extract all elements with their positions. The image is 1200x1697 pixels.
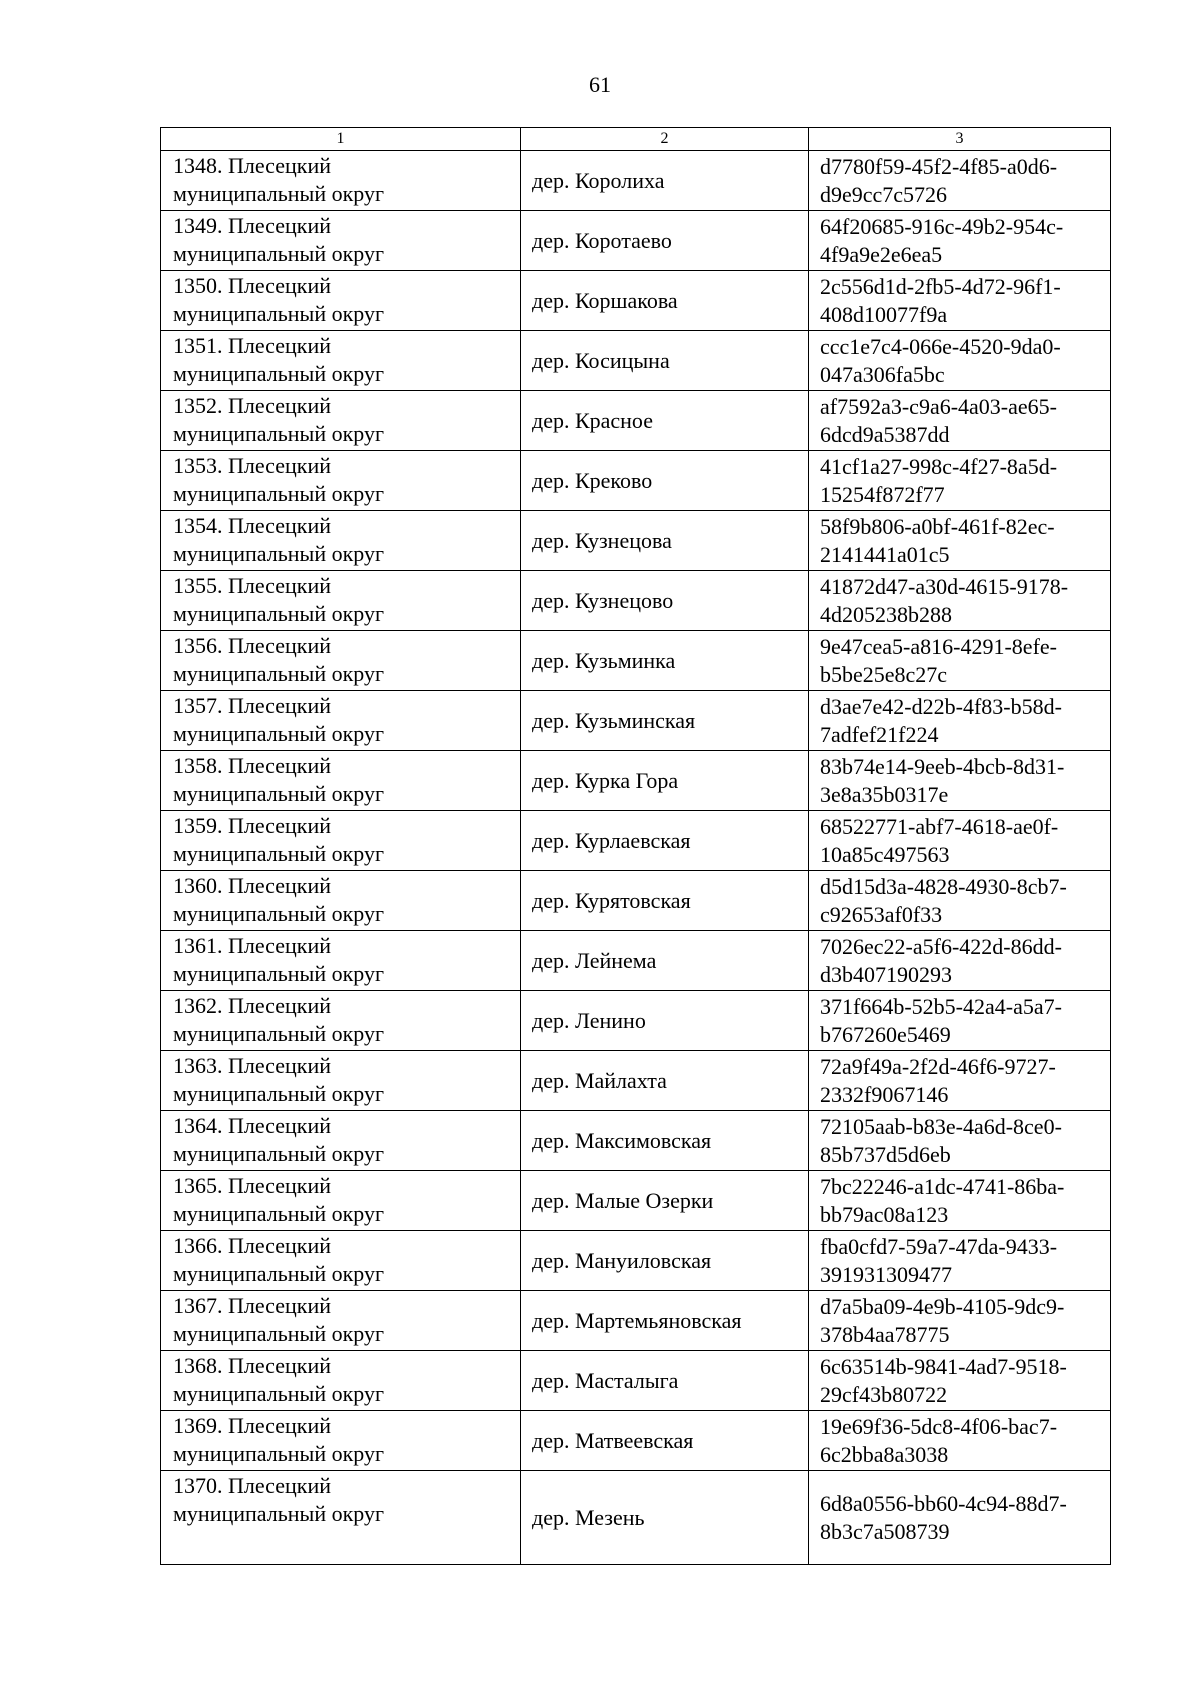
settlement-name: дер. Лейнема — [532, 947, 657, 973]
guid-text-line: bb79ac08a123 — [820, 1201, 949, 1227]
guid-text-line: 41cf1a27-998c-4f27-8a5d- — [820, 453, 1058, 479]
district-cell — [161, 331, 521, 391]
settlement-name: дер. Коршакова — [532, 287, 678, 313]
guid-text-line: 29cf43b80722 — [820, 1381, 948, 1407]
guid-text-line: 15254f872f77 — [820, 481, 945, 507]
district-text-line: муниципальный округ — [173, 601, 385, 626]
district-text-line: 1357. Плесецкий — [173, 693, 331, 718]
district-cell — [161, 1411, 521, 1471]
table-row — [161, 1051, 1111, 1111]
settlement-name: дер. Королиха — [532, 167, 665, 193]
district-cell — [161, 151, 521, 211]
settlement-name-cell — [521, 751, 809, 811]
guid-cell — [809, 991, 1111, 1051]
guid-cell — [809, 931, 1111, 991]
guid-cell — [809, 271, 1111, 331]
guid-text-line: 6d8a0556-bb60-4c94-88d7- — [820, 1490, 1067, 1516]
district-text-line: муниципальный округ — [173, 301, 385, 326]
settlement-name: дер. Мануиловская — [532, 1247, 712, 1273]
guid-text-line: 3e8a35b0317e — [820, 781, 949, 807]
guid-text-line: d9e9cc7c5726 — [820, 181, 948, 207]
district-text-line: муниципальный округ — [173, 361, 385, 386]
settlement-name-cell — [521, 1051, 809, 1111]
guid-text-line: c92653af0f33 — [820, 901, 943, 927]
district-text-line: 1353. Плесецкий — [173, 453, 331, 478]
district-text-line: муниципальный округ — [173, 961, 385, 986]
district-text-line: муниципальный округ — [173, 481, 385, 506]
district-text-line: муниципальный округ — [173, 1261, 385, 1286]
district-text-line: муниципальный округ — [173, 1381, 385, 1406]
district-text-line: муниципальный округ — [173, 1321, 385, 1346]
district-cell — [161, 1051, 521, 1111]
district-text-line: муниципальный округ — [173, 661, 385, 686]
table-row — [161, 1411, 1111, 1471]
settlement-name-cell — [521, 211, 809, 271]
guid-text-line: 6dcd9a5387dd — [820, 421, 950, 447]
district-text-line: муниципальный округ — [173, 1201, 385, 1226]
table-row — [161, 331, 1111, 391]
guid-text-line: d5d15d3a-4828-4930-8cb7- — [820, 873, 1067, 899]
settlement-name-cell — [521, 1351, 809, 1411]
settlement-name: дер. Мартемьяновская — [532, 1307, 742, 1333]
guid-cell — [809, 811, 1111, 871]
settlement-name-cell — [521, 931, 809, 991]
table-row — [161, 931, 1111, 991]
settlement-name-cell — [521, 871, 809, 931]
guid-cell — [809, 751, 1111, 811]
settlement-name-cell — [521, 511, 809, 571]
guid-text-line: d3ae7e42-d22b-4f83-b58d- — [820, 693, 1062, 719]
table-row — [161, 451, 1111, 511]
settlement-name-cell — [521, 1231, 809, 1291]
table-row — [161, 151, 1111, 211]
table-row — [161, 1231, 1111, 1291]
settlement-name-cell — [521, 991, 809, 1051]
district-cell — [161, 571, 521, 631]
district-cell — [161, 391, 521, 451]
table-row — [161, 511, 1111, 571]
guid-cell — [809, 571, 1111, 631]
settlement-name-cell — [521, 1471, 809, 1565]
guid-text-line: 4d205238b288 — [820, 601, 952, 627]
guid-text-line: 6c63514b-9841-4ad7-9518- — [820, 1353, 1067, 1379]
settlement-name-cell — [521, 151, 809, 211]
guid-text-line: 10a85c497563 — [820, 841, 950, 867]
settlement-name-cell — [521, 271, 809, 331]
district-text-line: 1350. Плесецкий — [173, 273, 331, 298]
settlement-name: дер. Матвеевская — [532, 1427, 694, 1453]
district-cell — [161, 211, 521, 271]
settlement-name: дер. Мезень — [532, 1504, 645, 1530]
district-cell — [161, 631, 521, 691]
district-text-line: 1364. Плесецкий — [173, 1113, 331, 1138]
guid-text-line: d7a5ba09-4e9b-4105-9dc9- — [820, 1293, 1065, 1319]
district-text-line: 1360. Плесецкий — [173, 873, 331, 898]
district-text-line: муниципальный округ — [173, 241, 385, 266]
district-text-line: 1349. Плесецкий — [173, 213, 331, 238]
guid-text-line: 408d10077f9a — [820, 301, 948, 327]
district-cell — [161, 511, 521, 571]
table-row — [161, 751, 1111, 811]
guid-text-line: 68522771-abf7-4618-ae0f- — [820, 813, 1059, 839]
district-cell — [161, 1291, 521, 1351]
settlement-name-cell — [521, 1111, 809, 1171]
guid-cell — [809, 631, 1111, 691]
guid-cell — [809, 1111, 1111, 1171]
guid-text-line: 83b74e14-9eeb-4bcb-8d31- — [820, 753, 1065, 779]
district-cell — [161, 751, 521, 811]
settlement-name: дер. Креково — [532, 467, 653, 493]
district-text-line: 1367. Плесецкий — [173, 1293, 331, 1318]
district-text-line: муниципальный округ — [173, 1081, 385, 1106]
settlement-name-cell — [521, 571, 809, 631]
district-text-line: муниципальный округ — [173, 1441, 385, 1466]
guid-text-line: 72105aab-b83e-4a6d-8ce0- — [820, 1113, 1062, 1139]
guid-text-line: 64f20685-916c-49b2-954c- — [820, 213, 1064, 239]
settlement-name: дер. Курятовская — [532, 887, 691, 913]
district-text-line: муниципальный округ — [173, 181, 385, 206]
district-cell — [161, 871, 521, 931]
guid-text-line: 4f9a9e2e6ea5 — [820, 241, 943, 267]
guid-text-line: 7bc22246-a1dc-4741-86ba- — [820, 1173, 1065, 1199]
guid-cell — [809, 1231, 1111, 1291]
guid-text-line: 047a306fa5bc — [820, 361, 945, 387]
settlement-name-cell — [521, 451, 809, 511]
guid-text-line: af7592a3-c9a6-4a03-ae65- — [820, 393, 1057, 419]
table-row — [161, 391, 1111, 451]
guid-cell — [809, 1471, 1111, 1565]
guid-text-line: 7adfef21f224 — [820, 721, 939, 747]
district-text-line: 1355. Плесецкий — [173, 573, 331, 598]
settlement-name: дер. Кузнецова — [532, 527, 672, 553]
guid-cell — [809, 1291, 1111, 1351]
district-text-line: 1369. Плесецкий — [173, 1413, 331, 1438]
guid-text-line: ccc1e7c4-066e-4520-9da0- — [820, 333, 1061, 359]
settlement-name-cell — [521, 1291, 809, 1351]
guid-text-line: d3b407190293 — [820, 961, 952, 987]
district-text-line: муниципальный округ — [173, 781, 385, 806]
guid-text-line: 2332f9067146 — [820, 1081, 949, 1107]
settlement-name: дер. Курлаевская — [532, 827, 691, 853]
district-text-line: 1359. Плесецкий — [173, 813, 331, 838]
page-number: 61 — [589, 72, 611, 97]
settlement-name: дер. Курка Гора — [532, 767, 679, 793]
guid-text-line: 41872d47-a30d-4615-9178- — [820, 573, 1069, 599]
guid-cell — [809, 1411, 1111, 1471]
district-cell — [161, 931, 521, 991]
guid-text-line: 58f9b806-a0bf-461f-82ec- — [820, 513, 1055, 539]
district-text-line: 1354. Плесецкий — [173, 513, 331, 538]
guid-text-line: b5be25e8c27c — [820, 661, 948, 687]
district-text-line: 1366. Плесецкий — [173, 1233, 331, 1258]
district-text-line: муниципальный округ — [173, 421, 385, 446]
district-text-line: 1368. Плесецкий — [173, 1353, 331, 1378]
district-text-line: муниципальный округ — [173, 1021, 385, 1046]
table-row — [161, 1471, 1111, 1565]
table-row — [161, 1111, 1111, 1171]
district-cell — [161, 991, 521, 1051]
settlement-name: дер. Максимовская — [532, 1127, 712, 1153]
district-text-line: муниципальный округ — [173, 721, 385, 746]
guid-text-line: d7780f59-45f2-4f85-a0d6- — [820, 153, 1058, 179]
guid-text-line: fba0cfd7-59a7-47da-9433- — [820, 1233, 1058, 1259]
guid-cell — [809, 1171, 1111, 1231]
guid-text-line: 72a9f49a-2f2d-46f6-9727- — [820, 1053, 1056, 1079]
guid-text-line: 6c2bba8a3038 — [820, 1441, 949, 1467]
district-cell — [161, 1471, 521, 1565]
settlement-name: дер. Кузнецово — [532, 587, 674, 613]
settlement-name-cell — [521, 691, 809, 751]
district-text-line: 1351. Плесецкий — [173, 333, 331, 358]
district-cell — [161, 691, 521, 751]
table-row — [161, 871, 1111, 931]
guid-cell — [809, 871, 1111, 931]
district-cell — [161, 1231, 521, 1291]
district-text-line: 1370. Плесецкий — [173, 1473, 331, 1498]
district-text-line: муниципальный округ — [173, 1501, 385, 1526]
settlement-name: дер. Кузьминская — [532, 707, 696, 733]
table-row — [161, 1291, 1111, 1351]
guid-text-line: 391931309477 — [820, 1261, 952, 1287]
table-row — [161, 571, 1111, 631]
table-row — [161, 691, 1111, 751]
district-text-line: 1358. Плесецкий — [173, 753, 331, 778]
table-row — [161, 271, 1111, 331]
district-text-line: муниципальный округ — [173, 1141, 385, 1166]
district-cell — [161, 451, 521, 511]
settlement-name-cell — [521, 1411, 809, 1471]
guid-text-line: 9e47cea5-a816-4291-8efe- — [820, 633, 1057, 659]
guid-cell — [809, 691, 1111, 751]
table-row — [161, 811, 1111, 871]
guid-cell — [809, 1051, 1111, 1111]
guid-cell — [809, 211, 1111, 271]
table-header-row — [161, 128, 1111, 151]
guid-text-line: 2c556d1d-2fb5-4d72-96f1- — [820, 273, 1061, 299]
district-text-line: муниципальный округ — [173, 841, 385, 866]
district-text-line: 1361. Плесецкий — [173, 933, 331, 958]
table-row — [161, 631, 1111, 691]
district-text-line: муниципальный округ — [173, 901, 385, 926]
table-row — [161, 991, 1111, 1051]
table-row — [161, 1171, 1111, 1231]
table-body — [161, 151, 1111, 1565]
table-row — [161, 1351, 1111, 1411]
table-row — [161, 211, 1111, 271]
settlement-name: дер. Коротаево — [532, 227, 672, 253]
district-cell — [161, 1351, 521, 1411]
guid-cell — [809, 511, 1111, 571]
settlement-name: дер. Малые Озерки — [532, 1187, 714, 1213]
settlement-name: дер. Майлахта — [532, 1067, 667, 1093]
settlement-name: дер. Косицына — [532, 347, 670, 373]
district-cell — [161, 1171, 521, 1231]
guid-text-line: 19e69f36-5dc8-4f06-bac7- — [820, 1413, 1058, 1439]
district-cell — [161, 271, 521, 331]
settlements-table — [160, 127, 1111, 1565]
settlement-name: дер. Ленино — [532, 1007, 646, 1033]
guid-cell — [809, 451, 1111, 511]
district-text-line: 1352. Плесецкий — [173, 393, 331, 418]
guid-cell — [809, 151, 1111, 211]
guid-text-line: 378b4aa78775 — [820, 1321, 950, 1347]
district-text-line: 1363. Плесецкий — [173, 1053, 331, 1078]
district-cell — [161, 1111, 521, 1171]
guid-text-line: 85b737d5d6eb — [820, 1141, 951, 1167]
guid-cell — [809, 1351, 1111, 1411]
district-text-line: 1365. Плесецкий — [173, 1173, 331, 1198]
settlement-name: дер. Кузьминка — [532, 647, 676, 673]
guid-text-line: 2141441a01c5 — [820, 541, 950, 567]
column-header-1: 1 — [161, 128, 521, 151]
settlement-name-cell — [521, 1171, 809, 1231]
settlement-name: дер. Масталыга — [532, 1367, 679, 1393]
guid-text-line: b767260e5469 — [820, 1021, 951, 1047]
column-header-2: 2 — [521, 128, 809, 151]
settlement-name-cell — [521, 391, 809, 451]
guid-cell — [809, 331, 1111, 391]
guid-text-line: 8b3c7a508739 — [820, 1518, 950, 1544]
settlement-name-cell — [521, 631, 809, 691]
district-text-line: 1348. Плесецкий — [173, 153, 331, 178]
district-cell — [161, 811, 521, 871]
district-text-line: 1356. Плесецкий — [173, 633, 331, 658]
guid-text-line: 371f664b-52b5-42a4-a5a7- — [820, 993, 1062, 1019]
column-header-3: 3 — [809, 128, 1111, 151]
settlement-name-cell — [521, 331, 809, 391]
district-text-line: 1362. Плесецкий — [173, 993, 331, 1018]
guid-cell — [809, 391, 1111, 451]
settlement-name: дер. Красное — [532, 407, 653, 433]
district-text-line: муниципальный округ — [173, 541, 385, 566]
settlement-name-cell — [521, 811, 809, 871]
guid-text-line: 7026ec22-a5f6-422d-86dd- — [820, 933, 1062, 959]
